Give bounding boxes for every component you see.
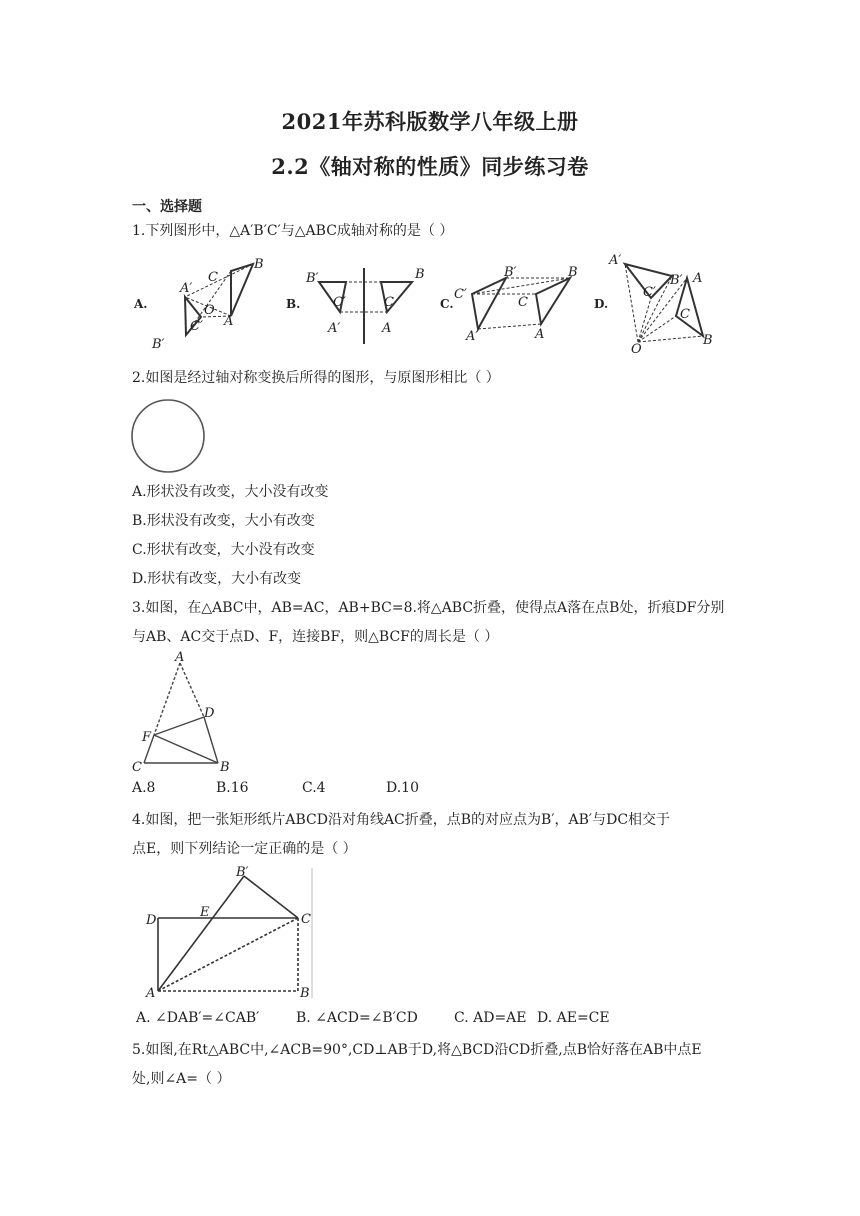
question-2-option-c: C.形状有改变，大小没有改变 [132,542,315,558]
question-2-option-a: A.形状没有改变，大小没有改变 [132,484,329,500]
vertex-label: A [693,271,703,286]
vertex-label: D [146,913,157,928]
vertex-label: B′ [152,337,165,352]
vertex-label: A [175,651,185,665]
vertex-label: C′ [454,287,467,302]
question-3-option-d: D.10 [386,780,419,796]
option-label: D. [594,297,609,311]
vertex-label: B′ [306,271,319,286]
question-2-option-d: D.形状有改变，大小有改变 [132,571,302,587]
question-2-text: 2.如图是经过轴对称变换后所得的图形，与原图形相比（ ） [132,370,500,386]
option-label: B. [286,297,301,311]
question-5-text-line-1: 5.如图,在Rt△ABC中,∠ACB=90°,CD⊥AB于D,将△BCD沿CD折叠,点B恰好落在AB中点E [132,1042,702,1058]
option-label: A. [134,297,148,311]
vertex-label: F [142,730,152,745]
vertex-label: B′ [236,866,249,880]
question-4-text-line-2: 点E，则下列结论一定正确的是（ ） [132,841,357,857]
vertex-label: C [518,295,528,310]
document-subtitle: 2.2《轴对称的性质》同步练习卷 [271,154,589,179]
question-5-text-line-2: 处,则∠A=（ ） [132,1071,231,1087]
question-3-option-c: C.4 [302,780,326,796]
vertex-label: C′ [643,285,656,300]
vertex-label: C′ [190,319,203,334]
vertex-label: C′ [333,295,346,310]
vertex-label: B′ [670,273,683,288]
vertex-label: B [703,333,713,348]
question-1-text: 1.下列图形中，△A′B′C′与△ABC成轴对称的是（ ） [132,223,454,239]
vertex-label: C [384,295,394,310]
document-title: 2021年苏科版数学八年级上册 [281,109,579,134]
vertex-label: A′ [328,321,341,336]
vertex-label: B [300,986,310,1000]
vertex-label: B [568,265,578,280]
vertex-label: A′ [180,281,193,296]
vertex-label: C [301,912,311,927]
question-3-option-b: B.16 [216,780,249,796]
vertex-label: O [631,342,642,354]
vertex-label: D [204,706,215,721]
vertex-label: A [535,327,545,342]
vertex-label: B′ [504,265,517,280]
vertex-label: B [220,760,230,775]
vertex-label: E [200,905,210,920]
vertex-label: C [680,307,690,322]
vertex-label: A′ [609,253,622,268]
question-2-circle-figure [130,398,210,478]
question-2-option-b: B.形状没有改变，大小有改变 [132,513,315,529]
vertex-label: B [254,257,264,272]
vertex-label: B [415,267,425,282]
vertex-label: O [204,303,215,318]
question-3-triangle-figure [130,651,230,775]
question-3-text-line-2: 与AB、AC交于点D、F，连接BF，则△BCF的周长是（ ） [132,629,499,645]
question-4-rectangle-figure [138,866,318,1000]
question-4-option-a: A. ∠DAB′=∠CAB′ [136,1010,260,1026]
vertex-label: C [132,760,142,775]
question-1-figures [128,250,728,354]
figure-1d [625,264,703,342]
question-4-option-d: D. AE=CE [537,1010,610,1026]
option-label: C. [440,297,454,311]
vertex-label: A [382,321,392,336]
question-4-option-b: B. ∠ACD=∠B′CD [296,1010,418,1026]
question-4-option-c: C. AD=AE [454,1010,527,1026]
vertex-label: A [224,314,234,329]
question-4-text-line-1: 4.如图，把一张矩形纸片ABCD沿对角线AC折叠，点B的对应点为B′，AB′与DC相交于 [132,812,671,828]
vertex-label: A [146,986,156,1000]
vertex-label: C [208,270,218,285]
question-3-option-a: A.8 [132,780,156,796]
question-3-text-line-1: 3.如图，在△ABC中，AB=AC，AB+BC=8.将△ABC折叠，使得点A落在点B处，折痕DF分别 [132,600,725,616]
vertex-label: A′ [466,329,479,344]
section-heading: 一、选择题 [132,199,202,215]
